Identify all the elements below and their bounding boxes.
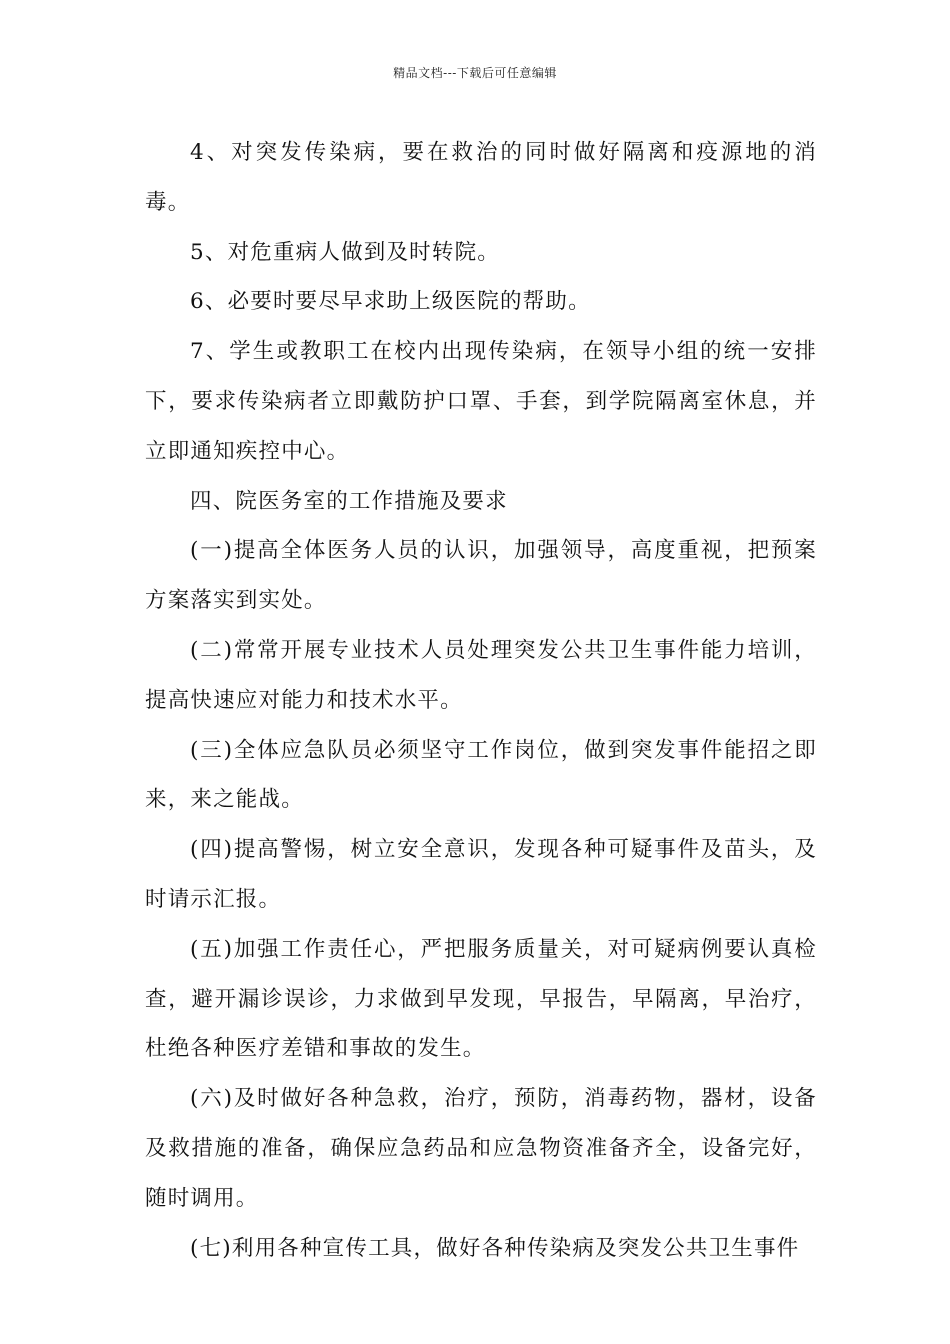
page-header: 精品文档---下载后可任意编辑 [393, 66, 557, 80]
paragraph-measure-5: (五)加强工作责任心，严把服务质量关，对可疑病例要认真检查，避开漏诊误诊，力求做到早发现，早报告，早隔离，早治疗，杜绝各种医疗差错和事故的发生。 [145, 936, 817, 1062]
paragraph-measure-6: (六)及时做好各种急救，治疗，预防，消毒药物，器材，设备及救措施的准备，确保应急药品和应急物资准备齐全，设备完好，随时调用。 [145, 1086, 817, 1211]
paragraph-item-6: 6、必要时要尽早求助上级医院的帮助。 [190, 289, 591, 315]
paragraph-measure-2: (二)常常开展专业技术人员处理突发公共卫生事件能力培训，提高快速应对能力和技术水平。 [145, 637, 817, 713]
paragraph-measure-1: (一)提高全体医务人员的认识，加强领导，高度重视，把预案方案落实到实处。 [145, 538, 817, 614]
paragraph-item-4: 4、对突发传染病，要在救治的同时做好隔离和疫源地的消毒。 [145, 140, 817, 215]
paragraph-measure-7: (七)利用各种宣传工具，做好各种传染病及突发公共卫生事件 [190, 1235, 800, 1261]
paragraph-measure-4: (四)提高警惕，树立安全意识，发现各种可疑事件及苗头，及时请示汇报。 [145, 837, 817, 912]
paragraph-item-5: 5、对危重病人做到及时转院。 [190, 239, 500, 265]
paragraph-item-7: 7、学生或教职工在校内出现传染病，在领导小组的统一安排下，要求传染病者立即戴防护口罩、手套，到学院隔离室休息，并立即通知疾控中心。 [145, 339, 817, 464]
section-heading: 四、院医务室的工作措施及要求 [190, 488, 508, 514]
document-body [145, 128, 817, 1273]
paragraph-measure-3: (三)全体应急队员必须坚守工作岗位，做到突发事件能招之即来，来之能战。 [145, 737, 817, 813]
